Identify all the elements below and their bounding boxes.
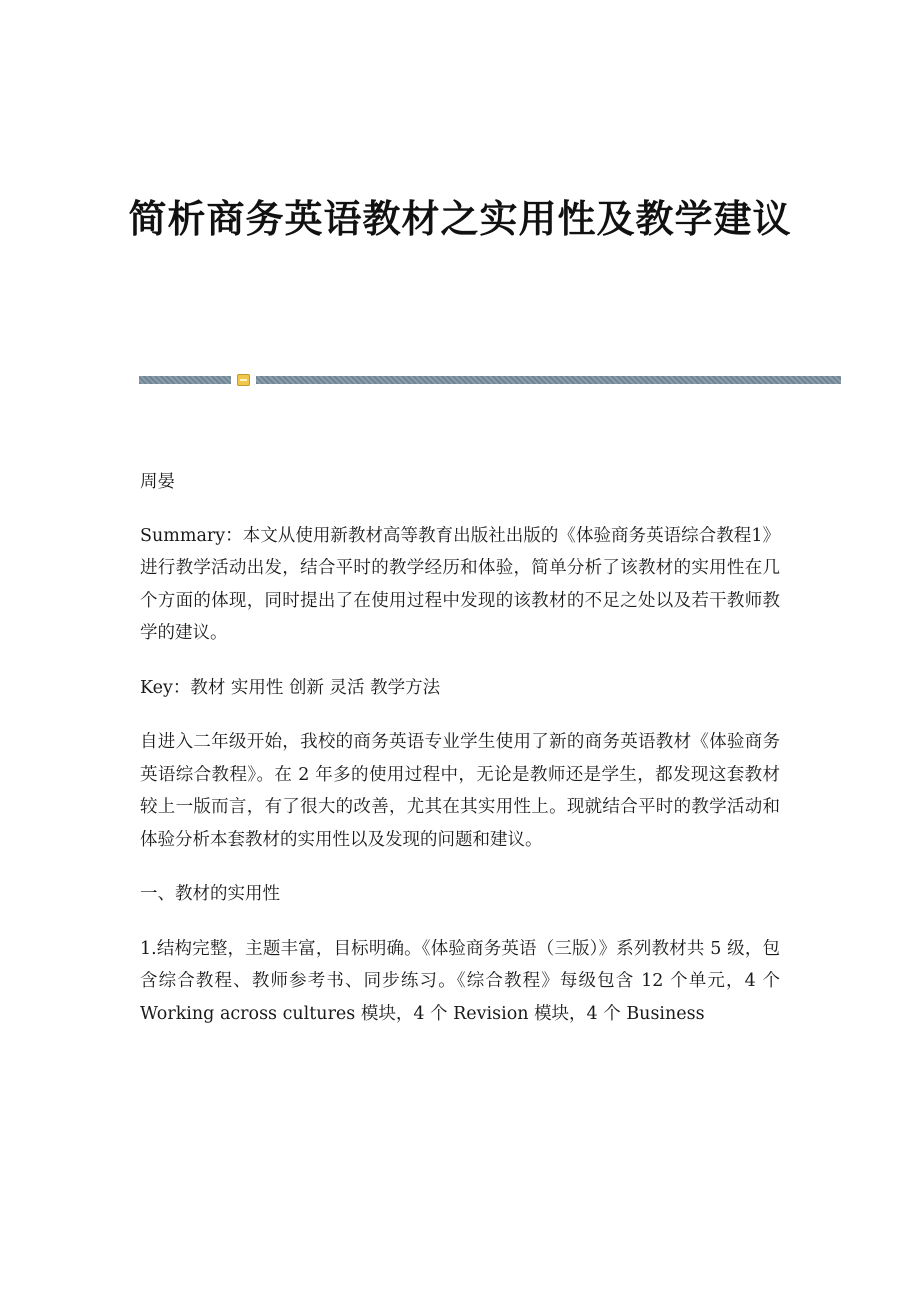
title-divider (139, 374, 841, 386)
document-body (140, 466, 780, 1052)
document-title: 简析商务英语教材之实用性及教学建议 (128, 197, 792, 241)
summary-paragraph: Summary：本文从使用新教材高等教育出版社出版的《体验商务英语综合教程1》进行教学活动出发，结合平时的教学经历和体验，简单分析了该教材的实用性在几个方面的体现，同时提出了在使用过程中发现的该教材的不足之处以及若干教师教学的建议。 (140, 525, 780, 643)
intro-paragraph: 自进入二年级开始，我校的商务英语专业学生使用了新的商务英语教材《体验商务英语综合教程》。在 2 年多的使用过程中，无论是教师还是学生，都发现这套教材较上一版而言，有了很大的改善，尤其在其实用性上。现就结合平时的教学活动和体验分析本套教材的实用性以及发现的问题和建议。 (140, 732, 780, 850)
divider-ornament-icon (237, 374, 250, 386)
author-name: 周晏 (140, 472, 175, 492)
section-paragraph: 1.结构完整，主题丰富，目标明确。《体验商务英语（三版）》系列教材共 5 级，包含综合教程、教师参考书、同步练习。《综合教程》每级包含 12 个单元，4 个 Working across cultures 模块，4 个 Revision 模块，4 个 Business (140, 938, 780, 1024)
divider-bar-left (139, 376, 231, 384)
divider-bar-right (256, 376, 841, 384)
keywords-paragraph: Key：教材 实用性 创新 灵活 教学方法 (140, 677, 441, 698)
section-heading: 一、教材的实用性 (140, 884, 280, 904)
